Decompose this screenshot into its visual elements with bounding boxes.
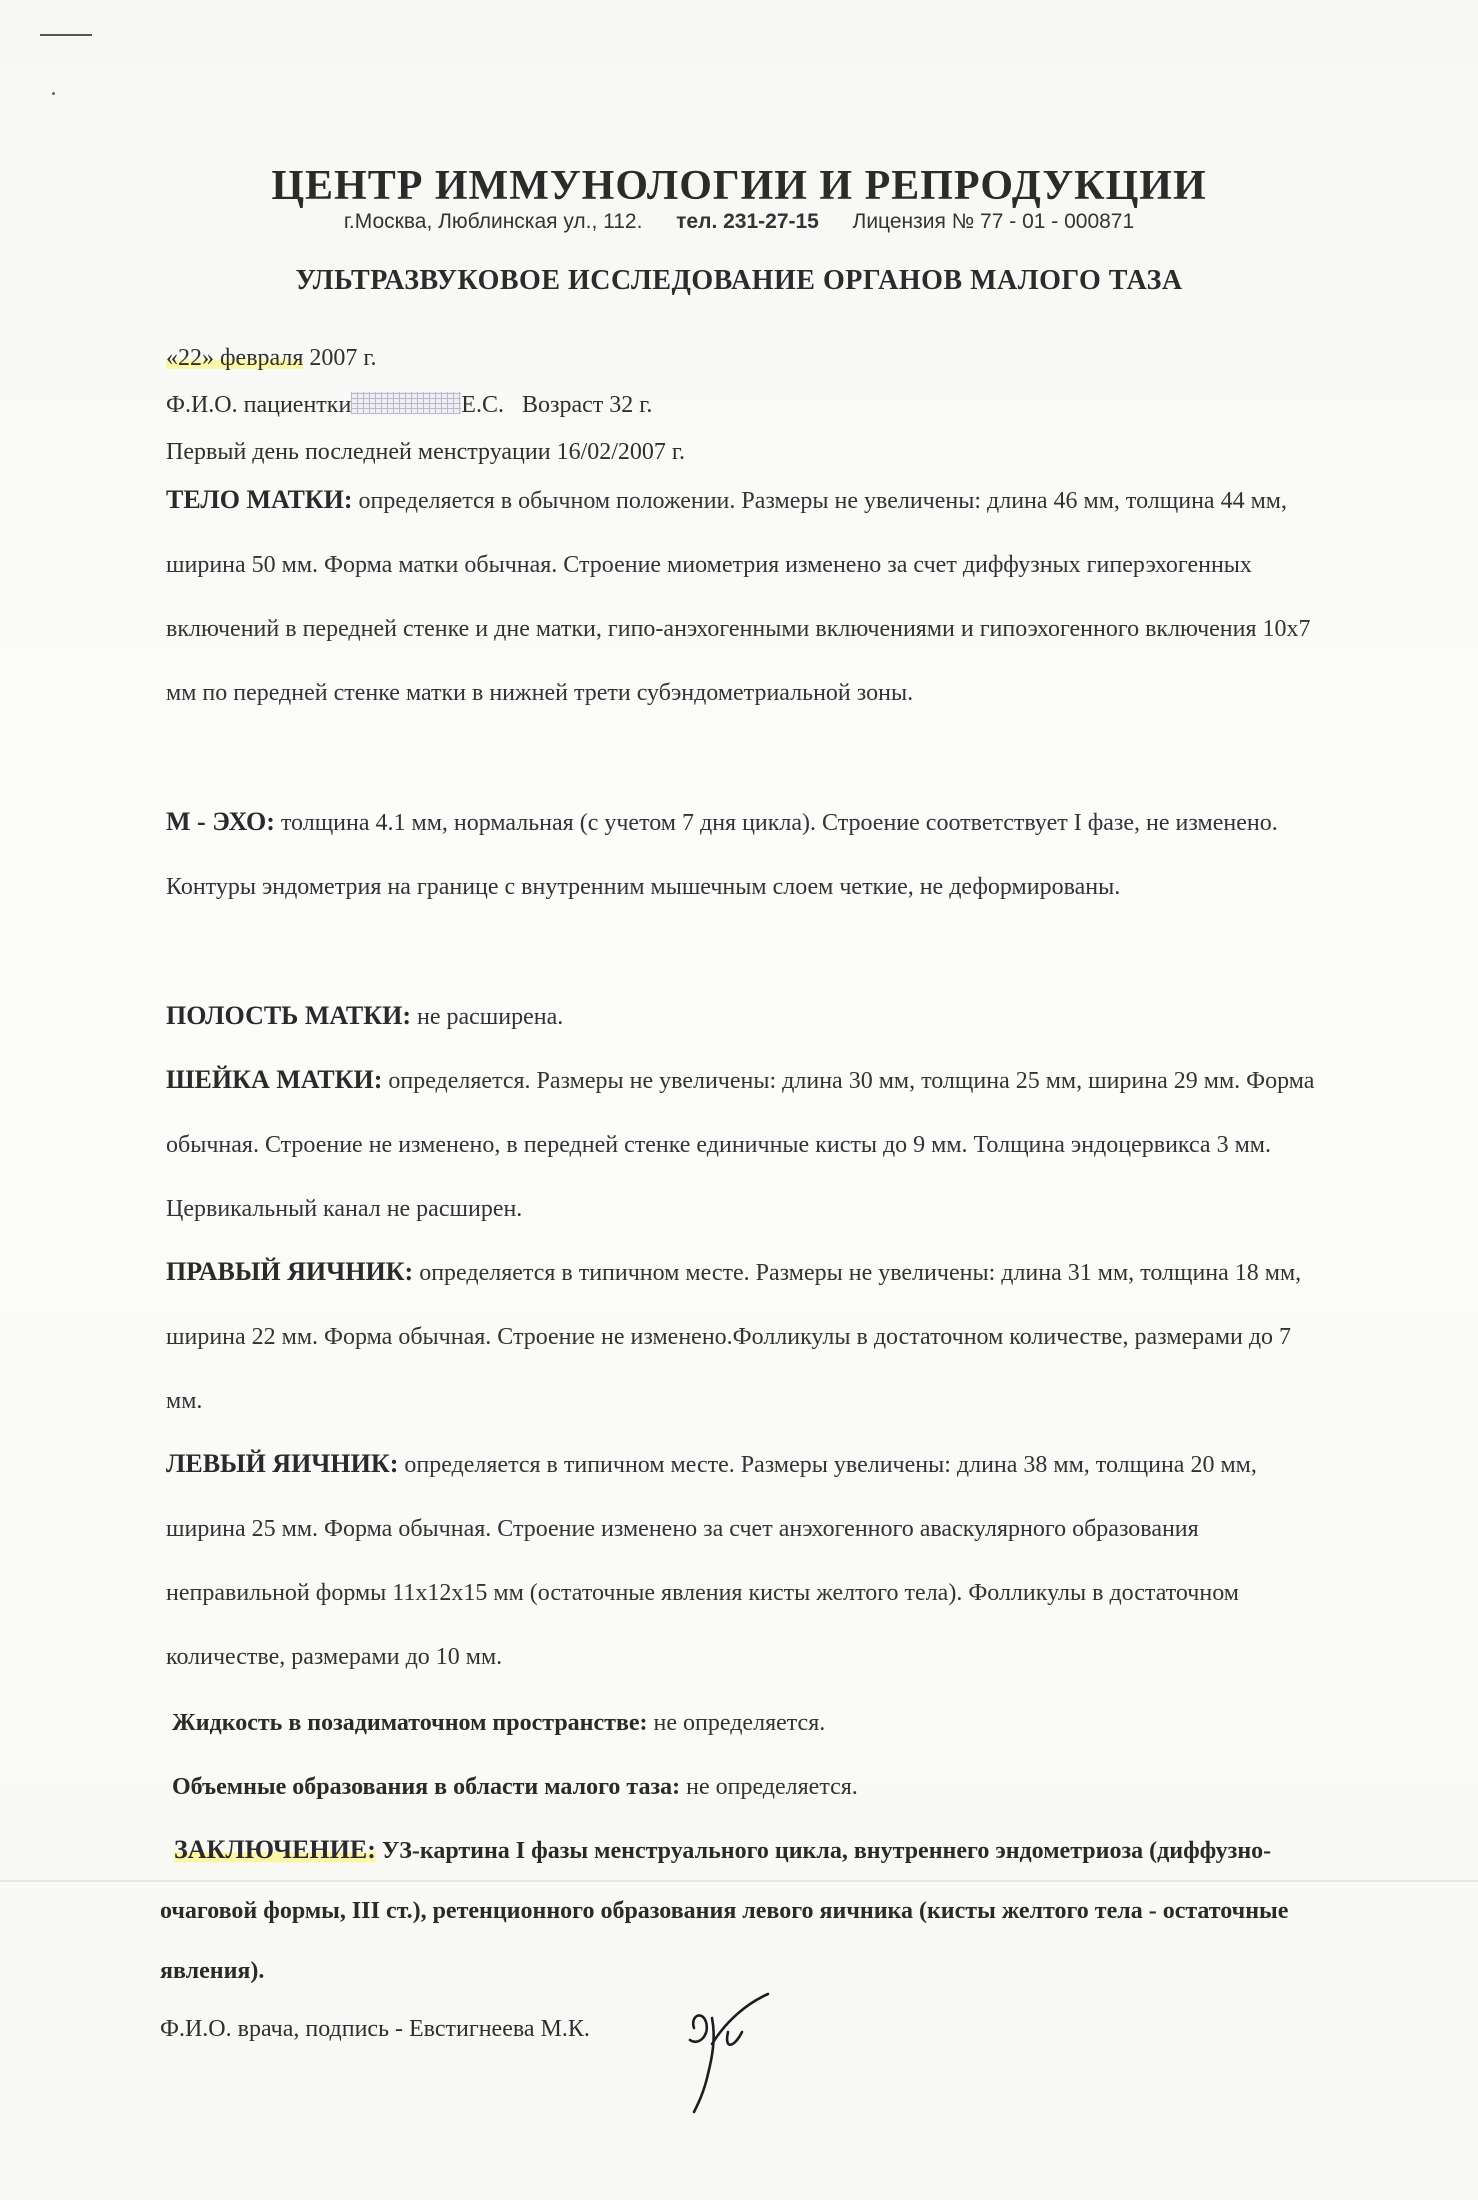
section-label: Жидкость в позадиматочном пространстве:: [172, 1710, 648, 1736]
section-text: не расширена.: [416, 1004, 564, 1030]
section-label: М - ЭХО:: [166, 807, 275, 836]
exam-date: [166, 345, 377, 372]
redacted-surname: [351, 392, 461, 414]
patient-label: Ф.И.О. пациентки: [166, 392, 352, 418]
section-fluid: [172, 1710, 825, 1737]
section-m-echo: [166, 790, 1316, 919]
section-text: определяется. Размеры не увеличены: длина 30 мм, толщина 25 мм, ширина 29 мм. Форма обычная. Строение не изменено, в передней стенке единичные кисты до 9 мм. Толщина эндоцервикса 3 мм. Цервикальный канал не расширен.: [166, 1068, 1315, 1222]
doctor-signature-line: Ф.И.О. врача, подпись - Евстигнеева М.К.: [160, 2016, 590, 2042]
section-cervix: [166, 1048, 1316, 1241]
section-label: ЛЕВЫЙ ЯИЧНИК:: [166, 1449, 399, 1478]
conclusion-text: УЗ-картина I фазы менструального цикла, внутреннего эндометриоза (диффузно-очаговой формы, III ст.), ретенционного образования левого яичника (кисты желтого тела - остаточные явления).: [160, 1838, 1289, 1984]
patient-age: Возраст 32 г.: [521, 392, 653, 418]
last-menstruation: Первый день последней менструации 16/02/2007 г.: [166, 439, 686, 465]
section-text: определяется в типичном месте. Размеры не увеличены: длина 31 мм, толщина 18 мм, ширина 22 мм. Форма обычная. Строение не изменено.Фолликулы в достаточном количестве, размерами до 7 мм.: [166, 1260, 1302, 1414]
document-title: УЛЬТРАЗВУКОВОЕ ИССЛЕДОВАНИЕ ОРГАНОВ МАЛОГО ТАЗА: [295, 265, 1183, 296]
section-conclusion: [160, 1820, 1320, 2001]
section-text: определяется в обычном положении. Размеры не увеличены: длина 46 мм, толщина 44 мм, ширина 50 мм. Форма матки обычная. Строение миометрия изменено за счет диффузных гиперэхогенных включений в передней стенке и дне матки, гипо-анэхогенными включениями и гипоэхогенного включения 10х7 мм по передней стенке матки в нижней трети субэндометриальной зоны.: [166, 488, 1311, 706]
clinic-license: Лицензия № 77 - 01 - 000871: [852, 210, 1135, 233]
section-label: ПОЛОСТЬ МАТКИ:: [166, 1001, 411, 1030]
conclusion-label: ЗАКЛЮЧЕНИЕ:: [174, 1835, 376, 1864]
section-left-ovary: [166, 1432, 1316, 1689]
patient-initials: Е.С.: [461, 392, 504, 418]
section-text: определяется в типичном месте. Размеры увеличены: длина 38 мм, толщина 20 мм, ширина 25 мм. Форма обычная. Строение изменено за счет анэхогенного аваскулярного образования неправильной формы 11х12х15 мм (остаточные явления кисты желтого тела). Фолликулы в достаточном количестве, размерами до 10 мм.: [166, 1452, 1257, 1670]
section-label: ШЕЙКА МАТКИ:: [166, 1065, 383, 1094]
clinic-contacts: [0, 210, 1478, 234]
section-label: Объемные образования в области малого таза:: [172, 1774, 681, 1800]
section-label: ПРАВЫЙ ЯИЧНИК:: [166, 1257, 414, 1286]
handwritten-signature-icon: [672, 1988, 782, 2118]
exam-date-day: «22» февраля: [166, 345, 304, 371]
section-text: не определяется.: [686, 1774, 858, 1800]
clinic-name: ЦЕНТР ИММУНОЛОГИИ И РЕПРОДУКЦИИ: [271, 163, 1207, 209]
clinic-address: г.Москва, Люблинская ул., 112.: [343, 210, 643, 233]
section-uterus: [166, 468, 1316, 725]
section-label: ТЕЛО МАТКИ:: [166, 485, 353, 514]
section-text: не определяется.: [653, 1710, 826, 1736]
clinic-phone: тел. 231-27-15: [676, 210, 819, 233]
section-masses: [172, 1774, 858, 1801]
exam-date-year: 2007 г.: [303, 345, 377, 371]
section-cavity: [166, 984, 1316, 1049]
patient-line: [166, 392, 652, 419]
section-right-ovary: [166, 1240, 1316, 1433]
section-text: толщина 4.1 мм, нормальная (с учетом 7 дня цикла). Строение соответствует I фазе, не изменено. Контуры эндометрия на границе с внутренним мышечным слоем четкие, не деформированы.: [166, 810, 1278, 900]
